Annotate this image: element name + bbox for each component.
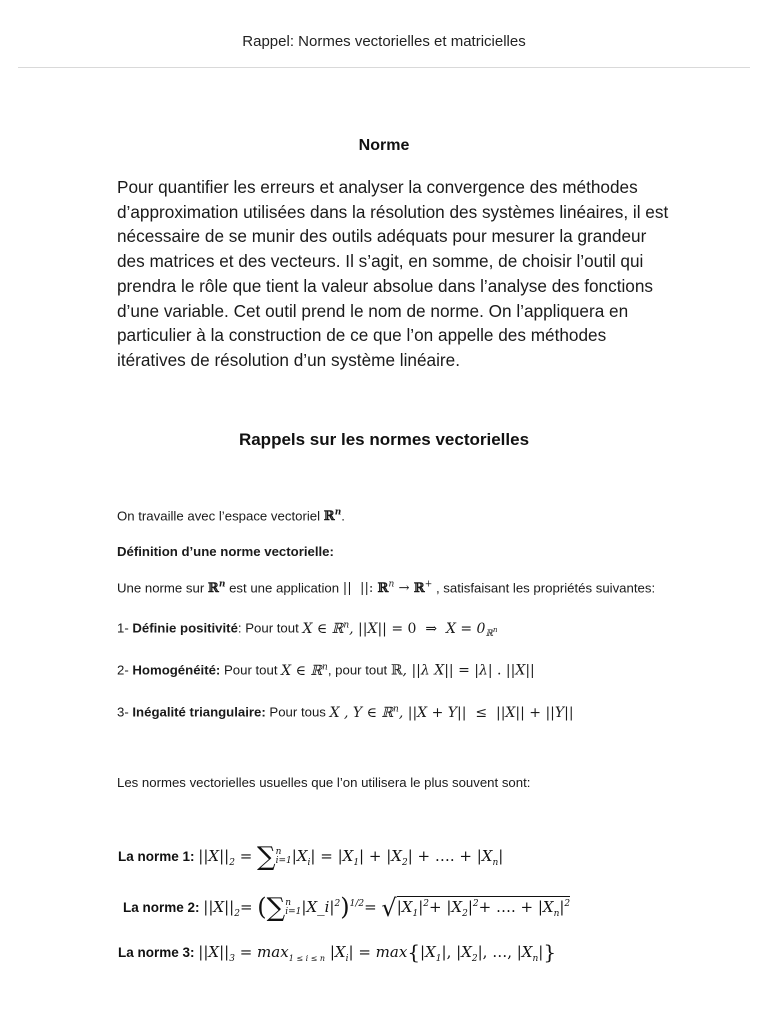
norm-2-formula: $||X||_2=$ (∑ n i=1 $|X\_i|^2)^{1/2}= √|X_1|^2+ |X_2|^2+$ …. + $|X_n|^2$ bbox=[203, 893, 571, 923]
intro-line: nécessaire de se munir des outils adéquats pour mesurer la grandeur bbox=[117, 226, 647, 247]
intro-line: d’approximation utilisées dans la résolution des systèmes linéaires, il est bbox=[117, 201, 669, 222]
norm-2-label: La norme 2: bbox=[123, 900, 200, 915]
math-prop3: X , Y ∈ ℝ$^n$, ||X + Y|| ≤ ||X|| + ||Y|| bbox=[329, 704, 574, 721]
prop-name: Inégalité triangulaire: bbox=[132, 704, 266, 720]
prop-number: 2- bbox=[117, 662, 133, 678]
math-prop1: X ∈ ℝ$^n$, ||X|| = 0 ⇒ $X = 0_{ℝ^n}$ bbox=[302, 620, 498, 640]
property-3 bbox=[117, 704, 574, 721]
space-text: On travaille avec l’espace vectoriel bbox=[117, 508, 321, 524]
section-heading-rappels: Rappels sur les normes vectorielles bbox=[238, 430, 530, 449]
norm-2-row bbox=[123, 893, 570, 923]
prop-number: 1- bbox=[117, 620, 133, 636]
math-prop2-formula: ℝ, ||λ X|| = |λ| . ||X|| bbox=[390, 662, 535, 679]
prop-text: Pour tous bbox=[265, 704, 326, 720]
prop-text-a: Pour tout bbox=[220, 662, 278, 678]
prop-text-b: , pour tout bbox=[327, 662, 388, 678]
math-space-rn: ℝ$^n$ bbox=[323, 508, 342, 525]
section-heading-norme: Norme bbox=[358, 137, 410, 154]
math-rn: ℝ$^n$ bbox=[207, 580, 226, 597]
intro-paragraph bbox=[117, 175, 717, 373]
page-title: Rappel: Normes vectorielles et matricielles bbox=[242, 33, 526, 50]
definition-text-a: Une norme sur bbox=[117, 580, 205, 596]
property-1 bbox=[117, 620, 497, 639]
prop-text: : Pour tout bbox=[237, 620, 299, 636]
intro-line: Pour quantifier les erreurs et analyser la convergence des méthodes bbox=[117, 177, 638, 197]
intro-line: d’une variable. Cet outil prend le nom de norme. On l’appliquera en bbox=[117, 300, 629, 321]
definition-text bbox=[117, 580, 655, 596]
prop-name: Homogénéité: bbox=[132, 662, 221, 678]
header-divider bbox=[18, 67, 750, 68]
norm-1-row bbox=[118, 842, 503, 872]
intro-line: itératives de résolution d’un système linéaire. bbox=[117, 349, 460, 370]
norm-1-label: La norme 1: bbox=[118, 849, 195, 864]
intro-line: particulier à la construction de ce que l’on appelle des méthodes bbox=[117, 325, 607, 346]
norm-3-label: La norme 3: bbox=[118, 945, 195, 960]
page-header bbox=[0, 0, 768, 68]
norm-1-formula: $||X||_2$ = ∑ n i=1 $|X_i| = |X_1| + |X_2|$ + …. + $|X_n|$ bbox=[198, 842, 504, 872]
norm-3-row bbox=[118, 940, 556, 964]
definition-text-b: est une application bbox=[229, 580, 340, 596]
math-prop2-x: X ∈ ℝ$^n$ bbox=[281, 662, 328, 679]
definition-title: Définition d’une norme vectorielle: bbox=[117, 544, 334, 559]
norm-3-formula: $||X||_3 = \max_{1 \le i \le n} |X_i| = \max\{|X_1|$, $|X_2|$, …, $|X_n|$} bbox=[198, 940, 557, 964]
intro-line: prendra le rôle que tient la valeur absolue dans l’analyse des fonctions bbox=[117, 275, 654, 296]
definition-text-c: , satisfaisant les propriétés suivantes: bbox=[435, 580, 656, 596]
prop-number: 3- bbox=[117, 704, 133, 720]
property-2 bbox=[117, 662, 535, 679]
usual-norms-intro: Les normes vectorielles usuelles que l’on utilisera le plus souvent sont: bbox=[117, 775, 531, 790]
space-statement: On travaille avec l’espace vectoriel ℝ$^n$. bbox=[117, 508, 345, 525]
intro-line: des matrices et des vecteurs. Il s’agit, en somme, de choisir l’outil qui bbox=[117, 251, 644, 272]
math-norm-mapping: || ||: ℝ$^n$ → ℝ+ bbox=[342, 580, 433, 597]
prop-name: Définie positivité bbox=[132, 620, 238, 636]
